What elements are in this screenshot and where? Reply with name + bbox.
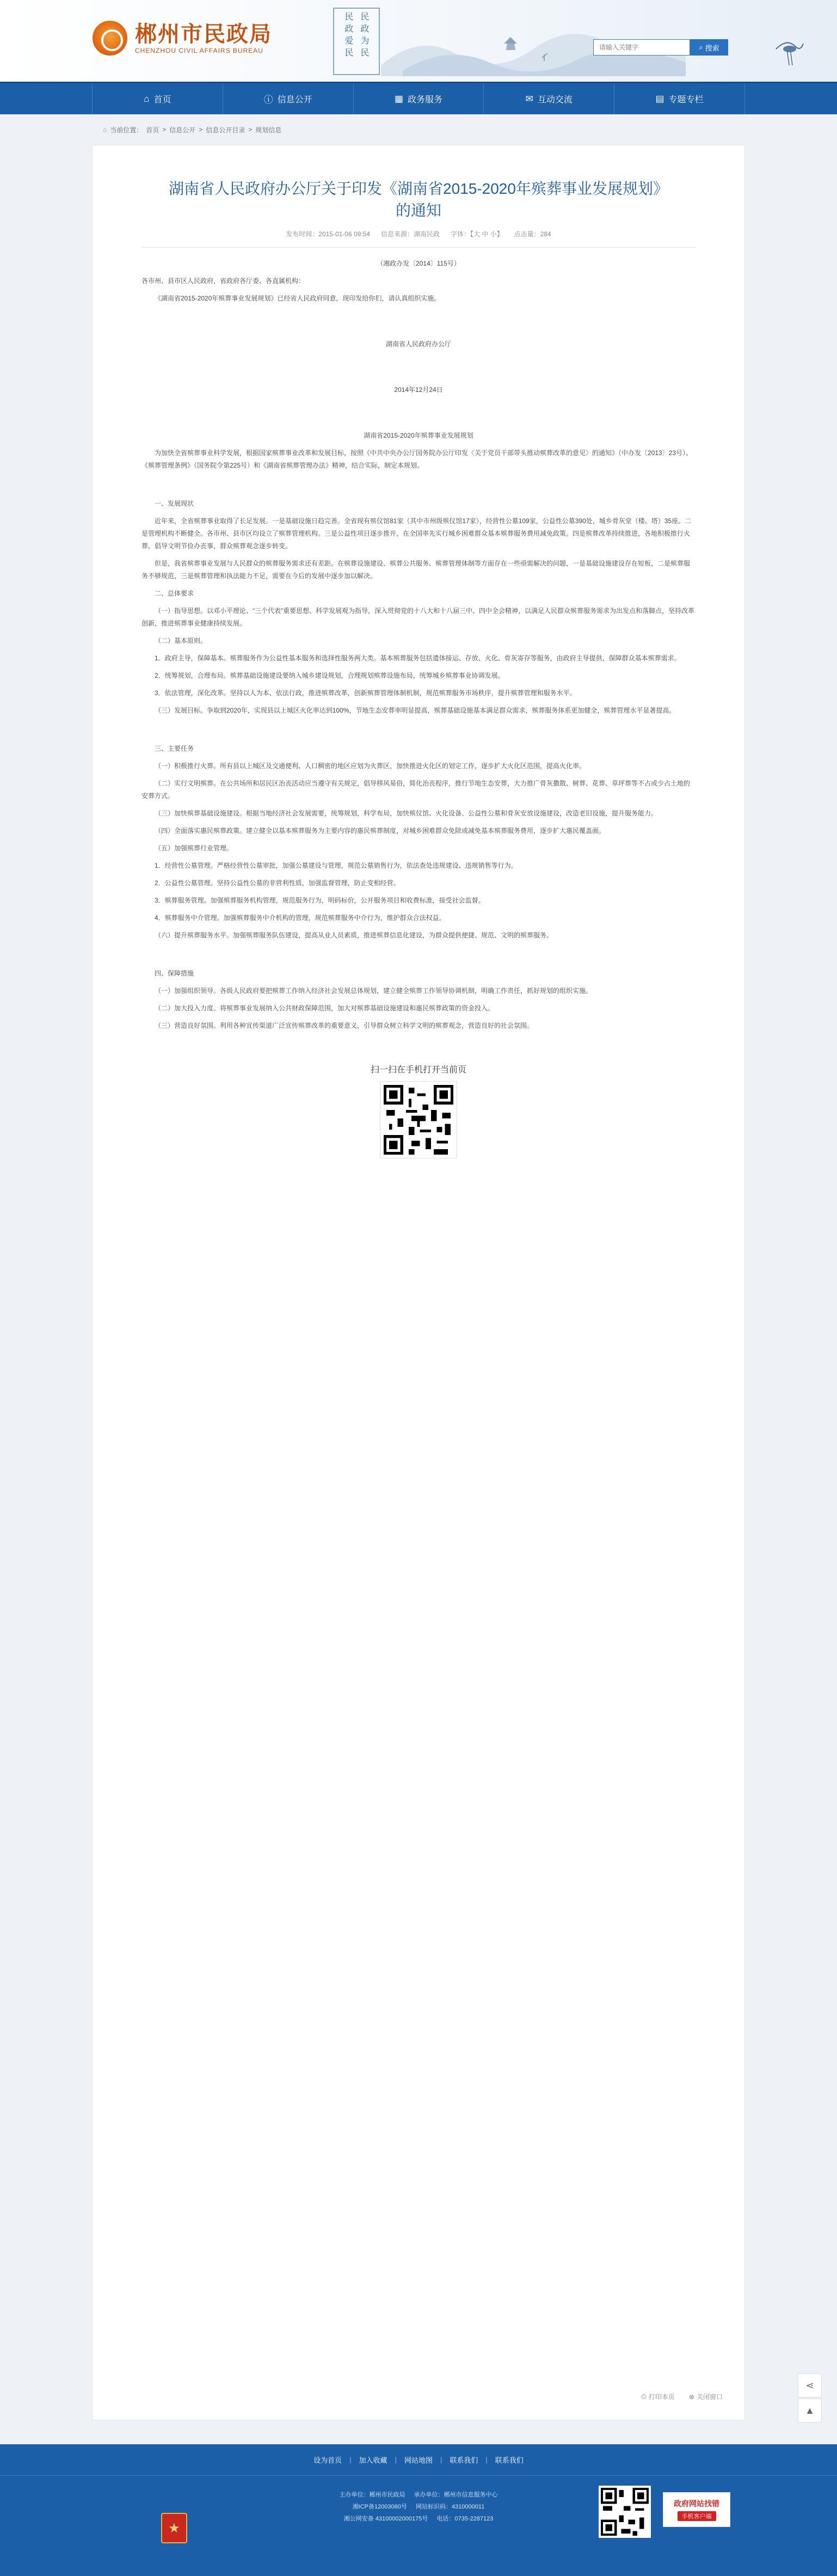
title-line-2: 的通知 (395, 202, 441, 219)
seal-text-2: 民政爱民 (343, 12, 354, 60)
error-report-title: 政府网站找错 (674, 2499, 719, 2508)
article-panel (92, 145, 745, 2420)
chat-icon: ✉ (525, 93, 533, 104)
issuer: 湖南省人民政府办公厅 (385, 340, 451, 348)
nav-label: 首页 (153, 95, 171, 105)
paragraph: 4．殡葬服务中介管理。加强殡葬服务中介机构的管理，规范殡葬服务中介行为，维护群众合法权益。 (155, 914, 446, 922)
footer-link-contact-2[interactable]: 联系我们 (495, 2456, 524, 2464)
nav-label: 信息公开 (277, 95, 312, 105)
main-nav (0, 82, 837, 114)
addressee: 各市州、县市区人民政府，省政府各厅委、各直属机构： (141, 277, 305, 285)
nav-gov-service[interactable] (354, 83, 484, 114)
back-to-top-button[interactable] (798, 2399, 822, 2422)
site-header (0, 0, 837, 82)
paragraph: （一）积极推行火葬。所有县以上城区及交通便利、人口稠密的地区应划为火葬区，加快推进火化区的划定工作，逐步扩大火化区范围，提高火化率。 (155, 762, 586, 770)
breadcrumb-item-home[interactable]: 首页 (146, 126, 159, 134)
paragraph: 1．政府主导，保障基本。殡葬服务作为公益性基本服务和选择性服务两大类。基本殡葬服务包括遗体接运、存放、火化、骨灰寄存等服务，由政府主导提供，保障群众基本殡葬需求。 (155, 654, 681, 662)
paragraph: （四）全面落实惠民殡葬政策。建立健全以基本殡葬服务为主要内容的惠民殡葬制度，对城乡困难群众免除或减免基本殡葬服务费用，逐步扩大惠民覆盖面。 (155, 827, 606, 835)
footer-phone: 电话：0735-2287123 (436, 2516, 494, 2522)
breadcrumb-item-catalog[interactable]: 信息公开目录 (206, 126, 245, 134)
issue-date: 2014年12月24日 (394, 386, 443, 394)
publish-time: 发布时间：2015-01-06 09:54 (286, 230, 371, 238)
share-icon: ⋖ (805, 2379, 814, 2391)
close-label: 关闭窗口 (696, 2393, 723, 2401)
footer-icp[interactable]: 湘ICP备12003060号 (352, 2504, 407, 2510)
section-heading: 一、发展现状 (155, 500, 194, 507)
search-bar (593, 39, 728, 56)
footer-link-contact[interactable]: 联系我们 (450, 2456, 478, 2464)
service-icon: ▦ (394, 93, 404, 104)
footer-link-favorite[interactable]: 加入收藏 (359, 2456, 387, 2464)
paragraph: 1．经营性公墓管理。严格经营性公墓审批，加强公墓建设与管理，规范公墓销售行为，依法查处违规建设、违规销售等行为。 (155, 862, 518, 869)
nav-label: 专题专栏 (668, 95, 704, 105)
arrow-up-icon: ▲ (805, 2405, 815, 2416)
paragraph: 2．统筹规划，合理布局。殡葬基础设施建设要纳入城乡建设规划，合理规划殡葬设施布局，统筹城乡殡葬事业协调发展。 (155, 672, 504, 679)
breadcrumb-sep: > (199, 126, 203, 133)
footer-website-code: 网站标识码：4310000011 (415, 2504, 485, 2510)
footer-link-sitemap[interactable]: 网站地图 (404, 2456, 433, 2464)
share-button[interactable] (798, 2373, 822, 2397)
search-input[interactable] (593, 39, 690, 56)
paragraph: （一）加强组织领导。各级人民政府要把殡葬工作纳入经济社会发展总体规划，建立健全殡葬工作领导协调机制，明确工作责任，抓好规划的组织实施。 (155, 987, 593, 995)
nav-special-column[interactable] (614, 83, 745, 114)
close-icon: ⊗ (688, 2393, 694, 2401)
page-title (141, 178, 696, 222)
nav-info-public[interactable] (223, 83, 354, 114)
article-tools (641, 2392, 723, 2401)
seal-text-1: 民政为民 (359, 12, 370, 60)
breadcrumb-item-info-public[interactable]: 信息公开 (169, 126, 196, 134)
qr-share (141, 1063, 696, 1160)
site-subtitle: CHENZHOU CIVIL AFFAIRS BUREAU (135, 47, 263, 54)
slogan-seal (333, 8, 380, 75)
section-heading: 三、主要任务 (155, 745, 194, 752)
search-button-label: 搜索 (705, 44, 719, 52)
emblem-icon (93, 21, 127, 56)
paragraph: 近年来，全省殡葬事业取得了长足发展。一是基础设施日趋完善。全省现有殡仪馆81家（其中市州级殡仪馆17家），经营性公墓109家，公益性公墓390处，城乡骨灰堂（楼、塔）35座。二是管理机构不断健全。各市州、县市区均设立了殡葬管理机构。三是公益性项目逐步推开，在全国率先实行城乡困难群众基本殡葬服务费用减免政策。四是殡葬改革持续推进，各地积极推行火葬，倡导文明节俭办丧事，群众殡葬观念逐步转变。 (141, 517, 692, 550)
footer-sponsor: 主办单位：郴州市民政局 (339, 2492, 405, 2498)
site-title: 郴州市民政局 (135, 22, 272, 46)
crane-icon (771, 33, 809, 71)
qr-title: 扫一扫在手机打开当前页 (370, 1065, 466, 1075)
nav-interaction[interactable] (484, 83, 614, 114)
search-button[interactable] (690, 39, 728, 56)
breadcrumb-sep: > (162, 126, 167, 133)
mobile-client-label: 手机客户端 (678, 2511, 716, 2521)
paragraph: （一）指导思想。以邓小平理论、“三个代表”重要思想、科学发展观为指导，深入贯彻党的十八大和十八届三中、四中全会精神，以满足人民群众殡葬服务需求为出发点和落脚点，坚持改革创新，推进殡葬事业健康持续发展。 (141, 607, 694, 627)
font-size-switch[interactable]: 字体：【大 中 小】 (451, 230, 503, 238)
close-window-button[interactable] (689, 2392, 723, 2401)
print-button[interactable] (641, 2392, 675, 2401)
location-icon: ⌂ (103, 126, 107, 133)
breadcrumb-prefix: 当前位置： (110, 126, 143, 134)
print-label: 打印本页 (648, 2393, 675, 2401)
footer-link-set-home[interactable]: 设为首页 (313, 2456, 342, 2464)
article-body (141, 257, 696, 1032)
nav-label: 政务服务 (408, 95, 443, 105)
info-source: 信息来源：湖南民政 (381, 230, 440, 238)
breadcrumb (92, 114, 745, 145)
footer-qr-code-icon (599, 2486, 651, 2538)
paragraph: （二）实行文明殡葬。在公共场所和居民区治丧活动应当遵守有关规定，倡导移风易俗，简化治丧程序，推行节地生态安葬，大力推广骨灰撒散、树葬、花葬、草坪葬等不占或少占土地的安葬方式。 (141, 780, 691, 800)
error-report-badge[interactable] (663, 2492, 730, 2527)
footer-police[interactable]: 湘公网安备 43100002000175号 (343, 2516, 428, 2522)
search-icon: ⌕ (699, 43, 703, 51)
paragraph: 3．依法管理，深化改革。坚持以人为本、依法行政，推进殡葬改革，创新殡葬管理体制机制，规范殡葬服务市场秩序，提升殡葬管理和服务水平。 (155, 689, 576, 697)
site-logo[interactable] (93, 21, 272, 56)
paragraph: 3．殡葬服务管理。加强殡葬服务机构管理，规范服务行为，明码标价，公开服务项目和收费标准，接受社会监督。 (155, 897, 485, 904)
info-icon: ⓘ (263, 95, 273, 105)
paragraph: 但是，我省殡葬事业发展与人民群众的殡葬服务需求还有差距。在殡葬设施建设、殡葬公共服务、殡葬管理体制等方面存在一些亟需解决的问题，一是基础设施建设存在短板，二是殡葬服务不够规范，三是殡葬管理和执法能力不足，需要在今后的发展中逐步加以解决。 (141, 560, 691, 580)
paragraph: （三）加快殡葬基础设施建设。根据当地经济社会发展需要，统筹规划，科学布局，加快殡仪馆、火化设备、公益性公墓和骨灰安放设施建设，改造老旧设施，提升服务能力。 (155, 809, 658, 817)
title-line-1: 湖南省人民政府办公厅关于印发《湖南省2015-2020年殡葬事业发展规划》 (169, 180, 668, 197)
home-icon: ⌂ (144, 93, 150, 104)
gov-badge-icon[interactable]: ★ (161, 2513, 187, 2543)
section-heading: 四、保障措施 (155, 970, 194, 977)
column-icon: ▤ (655, 93, 664, 104)
intro-paragraph: 《湖南省2015-2020年殡葬事业发展规划》已经省人民政府同意，现印发给你们，请认真组织实施。 (155, 295, 441, 302)
paragraph: （五）加强殡葬行业管理。 (155, 844, 233, 852)
paragraph: （二）加大投入力度。将殡葬事业发展纳入公共财政保障范围，加大对殡葬基础设施建设和惠民殡葬政策的资金投入。 (155, 1004, 495, 1012)
footer-operator: 承办单位：郴州市信息服务中心 (414, 2492, 498, 2498)
paragraph: 为加快全省殡葬事业科学发展，根据国家殡葬事业改革和发展目标，按照《中共中央办公厅国务院办公厅印发〈关于党员干部带头推动殡葬改革的意见〉的通知》（中办发〔2013〕23号）、《殡葬管理条例》（国务院令第225号）和《湖南省殡葬管理办法》精神，结合实际，制定本规划。 (141, 449, 693, 469)
paragraph: （三）发展目标。争取到2020年，实现县以上城区火化率达到100%，节地生态安葬率明显提高，殡葬基础设施基本满足群众需求，殡葬服务体系更加健全，殡葬管理水平显著提高。 (155, 707, 676, 714)
paragraph: （六）提升殡葬服务水平。加强殡葬服务队伍建设，提高从业人员素质，推进殡葬信息化建设，为群众提供便捷、规范、文明的殡葬服务。 (155, 931, 553, 939)
section-heading: 二、总体要求 (155, 590, 194, 597)
plan-title: 湖南省2015-2020年殡葬事业发展规划 (364, 432, 473, 439)
side-toolbar (798, 2373, 822, 2424)
paragraph: （三）营造良好氛围。利用各种宣传渠道广泛宣传殡葬改革的重要意义，引导群众树立科学文明的殡葬观念，营造良好的社会氛围。 (155, 1022, 534, 1029)
print-icon: ⎙ (641, 2393, 647, 2400)
nav-home[interactable] (92, 83, 223, 114)
article-meta (141, 229, 696, 248)
qr-code-icon (380, 1082, 457, 1158)
paragraph: （二）基本原则。 (155, 637, 207, 645)
breadcrumb-sep: > (248, 126, 253, 133)
nav-label: 互动交流 (537, 95, 573, 105)
view-count: 点击量：284 (514, 230, 551, 238)
footer-links: 设为首页 | 加入收藏 | 网站地图 | 联系我们 | 联系我们 (0, 2444, 837, 2476)
doc-number: （湘政办发〔2014〕115号） (377, 260, 460, 267)
breadcrumb-item-planning[interactable]: 规划信息 (255, 126, 282, 134)
paragraph: 2．公益性公墓管理。坚持公益性公墓的非营利性质，加强监督管理，防止变相经营。 (155, 879, 400, 887)
